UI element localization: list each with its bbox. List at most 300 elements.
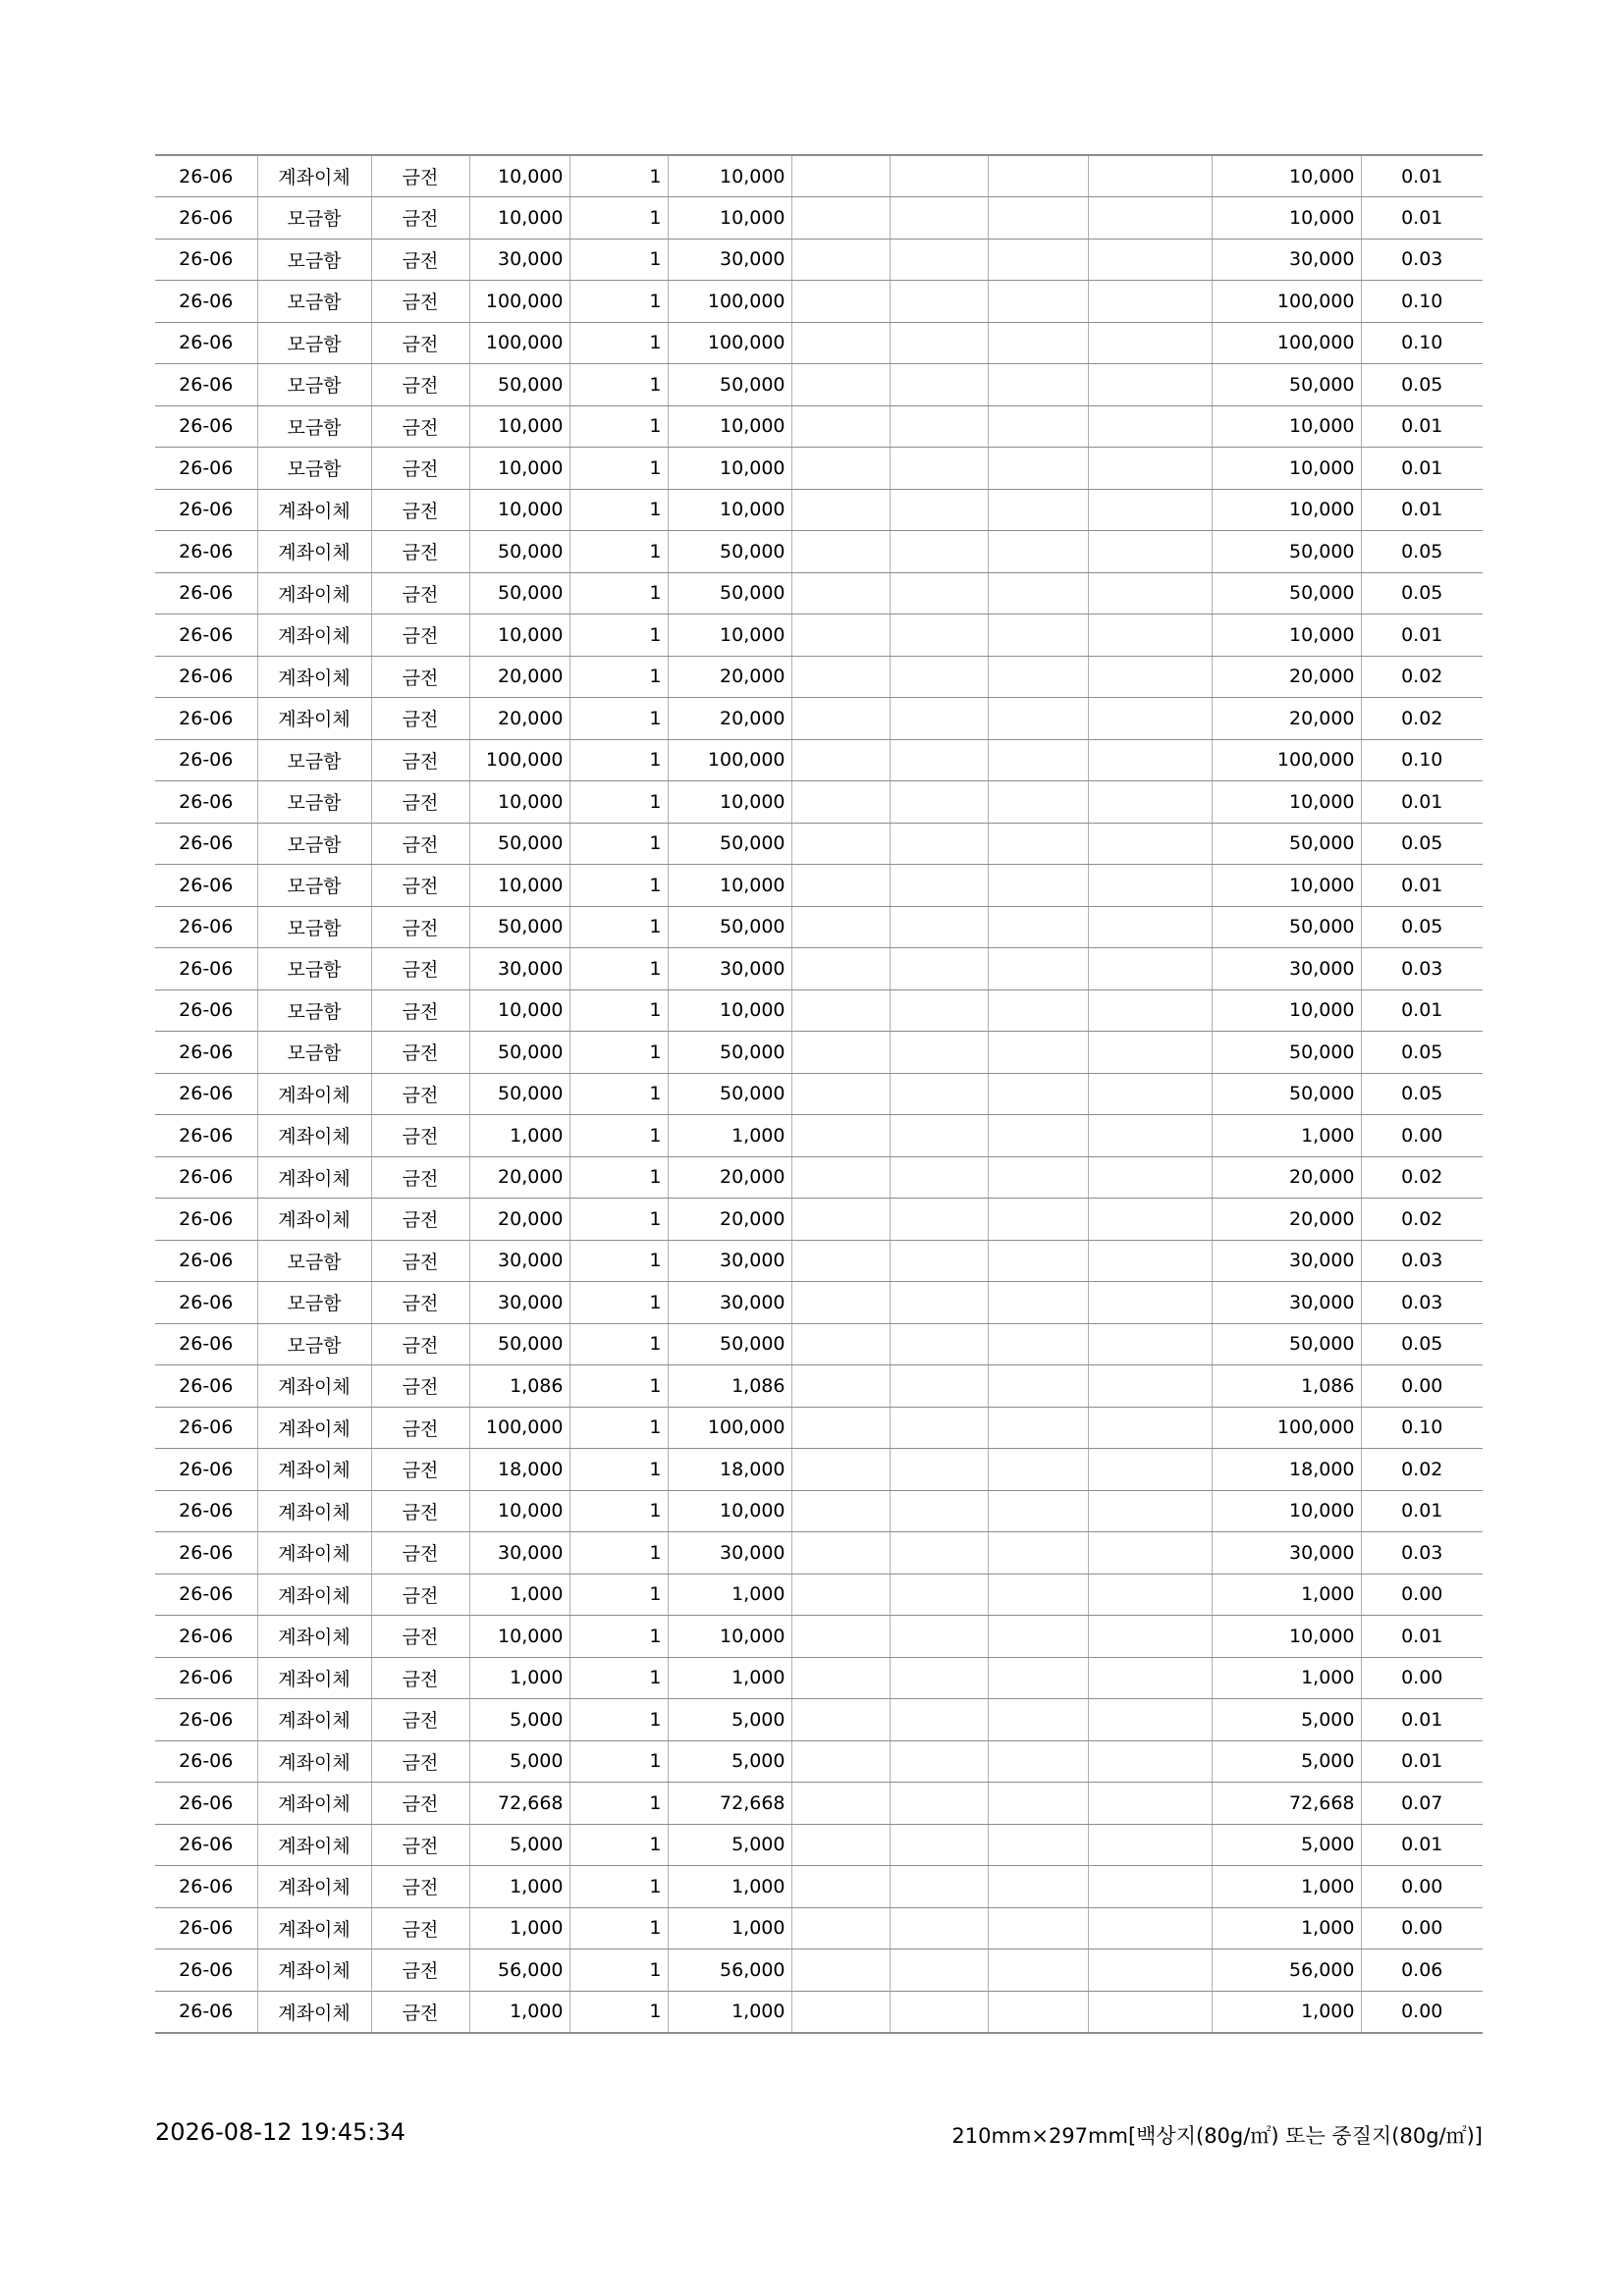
- ratio-cell: 0.01: [1361, 989, 1483, 1032]
- empty-cell: [791, 1115, 890, 1157]
- print-timestamp: 2026-08-12 19:45:34: [155, 2118, 406, 2146]
- empty-cell: [890, 155, 988, 197]
- empty-cell: [988, 239, 1088, 281]
- table-row: [155, 448, 1483, 490]
- quantity-cell: 1: [569, 614, 668, 657]
- unit-amount-cell: 50,000: [469, 1323, 569, 1365]
- type-cell: 금전: [371, 1199, 469, 1241]
- type-cell: 금전: [371, 1783, 469, 1825]
- empty-cell: [1088, 865, 1212, 907]
- quantity-cell: 1: [569, 1616, 668, 1658]
- empty-cell: [890, 281, 988, 323]
- table-row: [155, 1115, 1483, 1157]
- unit-amount-cell: 20,000: [469, 1156, 569, 1199]
- empty-cell: [791, 1282, 890, 1324]
- table-row: [155, 239, 1483, 281]
- method-cell: 모금함: [257, 281, 371, 323]
- unit-amount-cell: 10,000: [469, 865, 569, 907]
- empty-cell: [791, 1073, 890, 1115]
- period-cell: 26-06: [155, 1199, 257, 1241]
- period-cell: 26-06: [155, 364, 257, 406]
- empty-cell: [1088, 281, 1212, 323]
- period-cell: 26-06: [155, 197, 257, 240]
- table-row: [155, 1574, 1483, 1616]
- total-cell: 30,000: [1212, 1240, 1361, 1282]
- empty-cell: [791, 1323, 890, 1365]
- amount-cell: 100,000: [668, 739, 791, 781]
- empty-cell: [791, 364, 890, 406]
- unit-amount-cell: 1,000: [469, 1115, 569, 1157]
- empty-cell: [791, 1199, 890, 1241]
- quantity-cell: 1: [569, 1949, 668, 1992]
- period-cell: 26-06: [155, 1407, 257, 1449]
- method-cell: 계좌이체: [257, 1449, 371, 1491]
- type-cell: 금전: [371, 1365, 469, 1408]
- total-cell: 56,000: [1212, 1949, 1361, 1992]
- ratio-cell: 0.05: [1361, 1032, 1483, 1074]
- period-cell: 26-06: [155, 1532, 257, 1575]
- quantity-cell: 1: [569, 656, 668, 698]
- table-row: [155, 989, 1483, 1032]
- total-cell: 1,000: [1212, 1574, 1361, 1616]
- quantity-cell: 1: [569, 698, 668, 740]
- type-cell: 금전: [371, 1449, 469, 1491]
- empty-cell: [890, 1323, 988, 1365]
- ratio-cell: 0.01: [1361, 865, 1483, 907]
- empty-cell: [1088, 1907, 1212, 1949]
- quantity-cell: 1: [569, 322, 668, 364]
- amount-cell: 1,086: [668, 1365, 791, 1408]
- amount-cell: 30,000: [668, 1240, 791, 1282]
- total-cell: 1,000: [1212, 1866, 1361, 1908]
- ratio-cell: 0.00: [1361, 1365, 1483, 1408]
- unit-amount-cell: 10,000: [469, 155, 569, 197]
- empty-cell: [988, 1699, 1088, 1741]
- period-cell: 26-06: [155, 239, 257, 281]
- unit-amount-cell: 100,000: [469, 322, 569, 364]
- period-cell: 26-06: [155, 1323, 257, 1365]
- empty-cell: [988, 1032, 1088, 1074]
- empty-cell: [791, 448, 890, 490]
- type-cell: 금전: [371, 656, 469, 698]
- type-cell: 금전: [371, 948, 469, 990]
- empty-cell: [988, 531, 1088, 573]
- unit-amount-cell: 10,000: [469, 489, 569, 531]
- type-cell: 금전: [371, 989, 469, 1032]
- empty-cell: [890, 572, 988, 614]
- amount-cell: 5,000: [668, 1824, 791, 1866]
- amount-cell: 10,000: [668, 1490, 791, 1532]
- empty-cell: [791, 698, 890, 740]
- empty-cell: [890, 197, 988, 240]
- method-cell: 계좌이체: [257, 656, 371, 698]
- quantity-cell: 1: [569, 531, 668, 573]
- quantity-cell: 1: [569, 489, 668, 531]
- unit-amount-cell: 1,000: [469, 1907, 569, 1949]
- period-cell: 26-06: [155, 1616, 257, 1658]
- empty-cell: [890, 239, 988, 281]
- type-cell: 금전: [371, 1032, 469, 1074]
- empty-cell: [1088, 405, 1212, 448]
- empty-cell: [1088, 1532, 1212, 1575]
- unit-amount-cell: 1,000: [469, 1991, 569, 2033]
- quantity-cell: 1: [569, 572, 668, 614]
- empty-cell: [890, 656, 988, 698]
- empty-cell: [1088, 1073, 1212, 1115]
- unit-amount-cell: 56,000: [469, 1949, 569, 1992]
- table-row: [155, 155, 1483, 197]
- period-cell: 26-06: [155, 1783, 257, 1825]
- paper-spec: 210mm×297mm[백상지(80g/㎡) 또는 중질지(80g/㎡)]: [951, 2124, 1483, 2148]
- empty-cell: [988, 614, 1088, 657]
- empty-cell: [791, 906, 890, 948]
- empty-cell: [890, 531, 988, 573]
- empty-cell: [791, 781, 890, 824]
- ratio-cell: 0.02: [1361, 656, 1483, 698]
- period-cell: 26-06: [155, 656, 257, 698]
- table-row: [155, 1073, 1483, 1115]
- empty-cell: [890, 781, 988, 824]
- quantity-cell: 1: [569, 1907, 668, 1949]
- unit-amount-cell: 10,000: [469, 448, 569, 490]
- empty-cell: [890, 1199, 988, 1241]
- empty-cell: [791, 405, 890, 448]
- amount-cell: 30,000: [668, 1282, 791, 1324]
- method-cell: 계좌이체: [257, 1616, 371, 1658]
- empty-cell: [890, 948, 988, 990]
- ratio-cell: 0.02: [1361, 1156, 1483, 1199]
- empty-cell: [890, 1574, 988, 1616]
- ratio-cell: 0.05: [1361, 572, 1483, 614]
- amount-cell: 10,000: [668, 865, 791, 907]
- empty-cell: [890, 1616, 988, 1658]
- empty-cell: [791, 1490, 890, 1532]
- amount-cell: 20,000: [668, 1199, 791, 1241]
- empty-cell: [988, 448, 1088, 490]
- unit-amount-cell: 100,000: [469, 739, 569, 781]
- quantity-cell: 1: [569, 405, 668, 448]
- method-cell: 계좌이체: [257, 1991, 371, 2033]
- empty-cell: [791, 572, 890, 614]
- total-cell: 1,000: [1212, 1991, 1361, 2033]
- ratio-cell: 0.05: [1361, 823, 1483, 865]
- empty-cell: [890, 1866, 988, 1908]
- method-cell: 계좌이체: [257, 1740, 371, 1783]
- type-cell: 금전: [371, 448, 469, 490]
- empty-cell: [1088, 1657, 1212, 1699]
- unit-amount-cell: 10,000: [469, 197, 569, 240]
- empty-cell: [1088, 1449, 1212, 1491]
- table-row: [155, 865, 1483, 907]
- empty-cell: [890, 1699, 988, 1741]
- ratio-cell: 0.02: [1361, 698, 1483, 740]
- total-cell: 100,000: [1212, 281, 1361, 323]
- empty-cell: [988, 1199, 1088, 1241]
- ratio-cell: 0.01: [1361, 781, 1483, 824]
- method-cell: 모금함: [257, 865, 371, 907]
- period-cell: 26-06: [155, 531, 257, 573]
- period-cell: 26-06: [155, 281, 257, 323]
- table-row: [155, 1199, 1483, 1241]
- method-cell: 모금함: [257, 448, 371, 490]
- empty-cell: [890, 1156, 988, 1199]
- empty-cell: [1088, 1824, 1212, 1866]
- amount-cell: 10,000: [668, 155, 791, 197]
- total-cell: 1,000: [1212, 1115, 1361, 1157]
- empty-cell: [1088, 1032, 1212, 1074]
- empty-cell: [988, 1824, 1088, 1866]
- empty-cell: [791, 1657, 890, 1699]
- empty-cell: [890, 1532, 988, 1575]
- period-cell: 26-06: [155, 1699, 257, 1741]
- table-row: [155, 1532, 1483, 1575]
- quantity-cell: 1: [569, 1156, 668, 1199]
- quantity-cell: 1: [569, 239, 668, 281]
- empty-cell: [890, 865, 988, 907]
- empty-cell: [988, 1657, 1088, 1699]
- empty-cell: [1088, 1574, 1212, 1616]
- quantity-cell: 1: [569, 155, 668, 197]
- empty-cell: [988, 197, 1088, 240]
- amount-cell: 18,000: [668, 1449, 791, 1491]
- total-cell: 20,000: [1212, 656, 1361, 698]
- empty-cell: [988, 1907, 1088, 1949]
- method-cell: 계좌이체: [257, 1907, 371, 1949]
- total-cell: 20,000: [1212, 1199, 1361, 1241]
- total-cell: 50,000: [1212, 531, 1361, 573]
- empty-cell: [1088, 1365, 1212, 1408]
- empty-cell: [791, 1365, 890, 1408]
- quantity-cell: 1: [569, 281, 668, 323]
- method-cell: 모금함: [257, 906, 371, 948]
- amount-cell: 10,000: [668, 989, 791, 1032]
- unit-amount-cell: 50,000: [469, 1032, 569, 1074]
- total-cell: 20,000: [1212, 698, 1361, 740]
- ratio-cell: 0.03: [1361, 1532, 1483, 1575]
- empty-cell: [791, 1532, 890, 1575]
- period-cell: 26-06: [155, 405, 257, 448]
- ratio-cell: 0.05: [1361, 1073, 1483, 1115]
- quantity-cell: 1: [569, 1490, 668, 1532]
- empty-cell: [988, 1073, 1088, 1115]
- amount-cell: 5,000: [668, 1740, 791, 1783]
- amount-cell: 10,000: [668, 405, 791, 448]
- quantity-cell: 1: [569, 1824, 668, 1866]
- table-row: [155, 405, 1483, 448]
- empty-cell: [1088, 322, 1212, 364]
- total-cell: 5,000: [1212, 1740, 1361, 1783]
- type-cell: 금전: [371, 739, 469, 781]
- total-cell: 1,000: [1212, 1907, 1361, 1949]
- table-row: [155, 1616, 1483, 1658]
- table-row: [155, 781, 1483, 824]
- period-cell: 26-06: [155, 1740, 257, 1783]
- method-cell: 계좌이체: [257, 1866, 371, 1908]
- quantity-cell: 1: [569, 1699, 668, 1741]
- amount-cell: 10,000: [668, 489, 791, 531]
- method-cell: 계좌이체: [257, 1156, 371, 1199]
- period-cell: 26-06: [155, 906, 257, 948]
- unit-amount-cell: 50,000: [469, 823, 569, 865]
- total-cell: 30,000: [1212, 948, 1361, 990]
- empty-cell: [791, 281, 890, 323]
- empty-cell: [1088, 197, 1212, 240]
- type-cell: 금전: [371, 1156, 469, 1199]
- quantity-cell: 1: [569, 989, 668, 1032]
- method-cell: 계좌이체: [257, 155, 371, 197]
- empty-cell: [1088, 614, 1212, 657]
- empty-cell: [988, 1156, 1088, 1199]
- amount-cell: 50,000: [668, 823, 791, 865]
- empty-cell: [890, 1240, 988, 1282]
- type-cell: 금전: [371, 489, 469, 531]
- quantity-cell: 1: [569, 865, 668, 907]
- total-cell: 1,086: [1212, 1365, 1361, 1408]
- type-cell: 금전: [371, 197, 469, 240]
- amount-cell: 50,000: [668, 1032, 791, 1074]
- empty-cell: [791, 989, 890, 1032]
- ratio-cell: 0.00: [1361, 1991, 1483, 2033]
- ratio-cell: 0.07: [1361, 1783, 1483, 1825]
- empty-cell: [890, 614, 988, 657]
- empty-cell: [890, 989, 988, 1032]
- unit-amount-cell: 20,000: [469, 1199, 569, 1241]
- amount-cell: 1,000: [668, 1115, 791, 1157]
- ratio-cell: 0.10: [1361, 739, 1483, 781]
- empty-cell: [1088, 1323, 1212, 1365]
- empty-cell: [1088, 1156, 1212, 1199]
- table-row: [155, 656, 1483, 698]
- empty-cell: [1088, 448, 1212, 490]
- table-row: [155, 1866, 1483, 1908]
- table-row: [155, 1740, 1483, 1783]
- total-cell: 50,000: [1212, 1073, 1361, 1115]
- amount-cell: 30,000: [668, 948, 791, 990]
- donation-ledger-table: [155, 154, 1483, 2034]
- amount-cell: 1,000: [668, 1866, 791, 1908]
- period-cell: 26-06: [155, 155, 257, 197]
- method-cell: 모금함: [257, 781, 371, 824]
- empty-cell: [791, 1866, 890, 1908]
- empty-cell: [988, 739, 1088, 781]
- quantity-cell: 1: [569, 197, 668, 240]
- unit-amount-cell: 30,000: [469, 239, 569, 281]
- amount-cell: 10,000: [668, 614, 791, 657]
- quantity-cell: 1: [569, 1532, 668, 1575]
- quantity-cell: 1: [569, 823, 668, 865]
- type-cell: 금전: [371, 1991, 469, 2033]
- ratio-cell: 0.03: [1361, 948, 1483, 990]
- quantity-cell: 1: [569, 1199, 668, 1241]
- type-cell: 금전: [371, 1240, 469, 1282]
- empty-cell: [1088, 364, 1212, 406]
- empty-cell: [988, 865, 1088, 907]
- empty-cell: [791, 865, 890, 907]
- total-cell: 10,000: [1212, 614, 1361, 657]
- table-row: [155, 1240, 1483, 1282]
- type-cell: 금전: [371, 1282, 469, 1324]
- empty-cell: [791, 614, 890, 657]
- total-cell: 1,000: [1212, 1657, 1361, 1699]
- total-cell: 50,000: [1212, 1032, 1361, 1074]
- ratio-cell: 0.03: [1361, 239, 1483, 281]
- empty-cell: [1088, 698, 1212, 740]
- quantity-cell: 1: [569, 1449, 668, 1491]
- period-cell: 26-06: [155, 1365, 257, 1408]
- method-cell: 계좌이체: [257, 1657, 371, 1699]
- empty-cell: [988, 698, 1088, 740]
- method-cell: 계좌이체: [257, 1073, 371, 1115]
- empty-cell: [988, 906, 1088, 948]
- method-cell: 계좌이체: [257, 1949, 371, 1992]
- unit-amount-cell: 72,668: [469, 1783, 569, 1825]
- table-row: [155, 1032, 1483, 1074]
- total-cell: 30,000: [1212, 239, 1361, 281]
- ratio-cell: 0.01: [1361, 1824, 1483, 1866]
- method-cell: 모금함: [257, 1032, 371, 1074]
- type-cell: 금전: [371, 865, 469, 907]
- amount-cell: 50,000: [668, 572, 791, 614]
- period-cell: 26-06: [155, 322, 257, 364]
- ratio-cell: 0.02: [1361, 1199, 1483, 1241]
- ledger-body: [155, 155, 1483, 2033]
- empty-cell: [988, 781, 1088, 824]
- empty-cell: [1088, 1282, 1212, 1324]
- table-row: [155, 1490, 1483, 1532]
- empty-cell: [890, 1949, 988, 1992]
- empty-cell: [1088, 489, 1212, 531]
- unit-amount-cell: 20,000: [469, 656, 569, 698]
- type-cell: 금전: [371, 531, 469, 573]
- amount-cell: 30,000: [668, 1532, 791, 1575]
- table-row: [155, 1949, 1483, 1992]
- empty-cell: [1088, 1783, 1212, 1825]
- quantity-cell: 1: [569, 448, 668, 490]
- unit-amount-cell: 5,000: [469, 1740, 569, 1783]
- empty-cell: [1088, 1115, 1212, 1157]
- empty-cell: [988, 155, 1088, 197]
- quantity-cell: 1: [569, 1740, 668, 1783]
- unit-amount-cell: 50,000: [469, 364, 569, 406]
- quantity-cell: 1: [569, 1115, 668, 1157]
- method-cell: 모금함: [257, 322, 371, 364]
- ratio-cell: 0.01: [1361, 448, 1483, 490]
- method-cell: 계좌이체: [257, 1783, 371, 1825]
- total-cell: 50,000: [1212, 906, 1361, 948]
- ratio-cell: 0.01: [1361, 405, 1483, 448]
- ratio-cell: 0.01: [1361, 1699, 1483, 1741]
- empty-cell: [791, 1156, 890, 1199]
- empty-cell: [988, 1365, 1088, 1408]
- empty-cell: [890, 906, 988, 948]
- total-cell: 10,000: [1212, 781, 1361, 824]
- unit-amount-cell: 20,000: [469, 698, 569, 740]
- method-cell: 모금함: [257, 405, 371, 448]
- total-cell: 10,000: [1212, 448, 1361, 490]
- ratio-cell: 0.01: [1361, 1490, 1483, 1532]
- empty-cell: [890, 1657, 988, 1699]
- ratio-cell: 0.00: [1361, 1115, 1483, 1157]
- table-row: [155, 281, 1483, 323]
- unit-amount-cell: 10,000: [469, 614, 569, 657]
- type-cell: 금전: [371, 1866, 469, 1908]
- empty-cell: [791, 197, 890, 240]
- method-cell: 계좌이체: [257, 1407, 371, 1449]
- unit-amount-cell: 1,000: [469, 1574, 569, 1616]
- table-row: [155, 531, 1483, 573]
- empty-cell: [791, 1949, 890, 1992]
- period-cell: 26-06: [155, 1866, 257, 1908]
